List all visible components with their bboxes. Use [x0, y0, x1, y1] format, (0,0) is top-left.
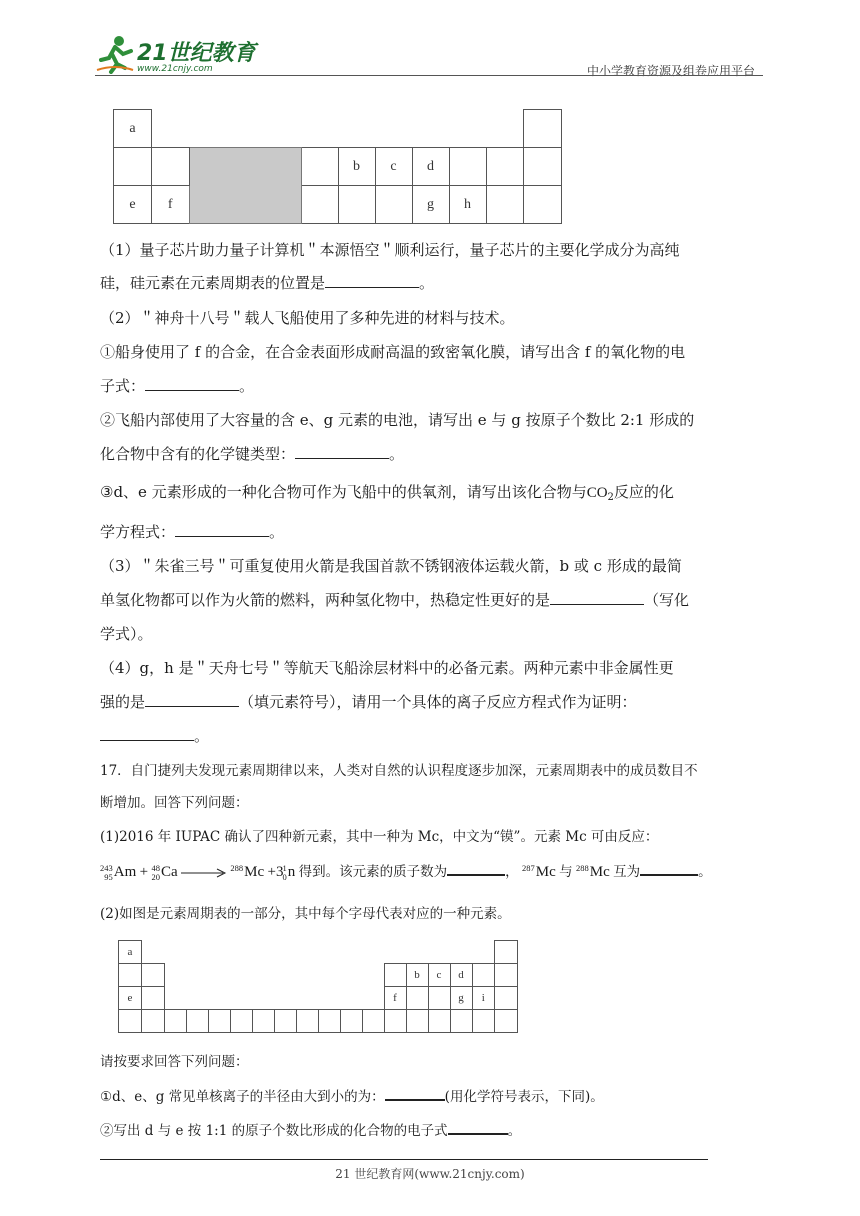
cell-g: g — [412, 186, 449, 224]
q16-part2-3-line1: ③d、e 元素形成的一种化合物可作为飞船中的供氧剂，请写出该化合物与$CO_2$反应的化 — [100, 483, 674, 503]
page-header — [95, 28, 763, 78]
cell-c: c — [428, 964, 450, 987]
runner-logo-icon — [95, 34, 135, 74]
page-footer: 21 世纪教育网(www.21cnjy.com) — [335, 1167, 525, 1181]
answer-blank[interactable] — [100, 726, 194, 741]
q16-part2-1-line2: 子式： 。 — [100, 377, 255, 395]
cell-f: f — [384, 987, 406, 1010]
header-slogan: 中小学教育资源及组卷应用平台 — [586, 64, 755, 78]
q16-part2: （2）＂神舟十八号＂载人飞船使用了多种先进的材料与技术。 — [100, 309, 515, 327]
answer-blank[interactable] — [550, 590, 644, 605]
cell-f: f — [152, 186, 190, 224]
q16-part1-line1: （1）量子芯片助力量子计算机＂本源悟空＂顺利运行，量子芯片的主要化学成分为高纯 — [100, 241, 680, 259]
answer-blank[interactable] — [640, 862, 698, 876]
q17-part2-1: ①d、e、g 常见单核离子的半径由大到小的为： (用化学符号表示，下同)。 — [100, 1089, 604, 1105]
answer-blank[interactable] — [448, 1121, 508, 1135]
q17-intro-line2: 断增加。回答下列问题： — [100, 795, 249, 811]
q16-part3-line2: 单氢化物都可以作为火箭的燃料，两种氢化物中，热稳定性更好的是 （写化 — [100, 591, 690, 609]
q16-part2-2-line1: ②飞船内部使用了大容量的含 e、g 元素的电池，请写出 e 与 g 按原子个数比 2:1 形成的 — [100, 411, 695, 429]
q16-part2-1-line1: ①船身使用了 f 的合金，在合金表面形成耐高温的致密氧化膜，请写出含 f 的氧化物的电 — [100, 343, 686, 361]
cell-e: e — [119, 987, 142, 1010]
answer-blank[interactable] — [325, 273, 419, 288]
q17-part2-2: ②写出 d 与 e 按 1:1 的原子个数比形成的化合物的电子式 。 — [100, 1123, 522, 1139]
reaction-arrow-icon — [181, 867, 227, 879]
answer-blank[interactable] — [447, 862, 505, 876]
answer-blank[interactable] — [145, 692, 239, 707]
q16-part3-line1: （3）＂朱雀三号＂可重复使用火箭是我国首款不锈钢液体运载火箭，b 或 c 形成的最简 — [100, 557, 682, 575]
site-logo — [95, 34, 265, 76]
footer-divider — [100, 1159, 708, 1160]
cell-d: d — [412, 148, 449, 186]
cell-g: g — [450, 987, 472, 1010]
cell-a: a — [119, 941, 142, 964]
logo-url: www.21cnjy.com — [137, 64, 213, 74]
q16-part4-line3: 。 — [100, 726, 765, 746]
q17-nuclear-equation: 243 95 Am + 48 20 Ca 288 Mc +3 1 0 n 得到。该元素的质子数为 ， 287 Mc 与 288 Mc 互为 。 — [100, 862, 712, 882]
cell-b: b — [338, 148, 375, 186]
answer-blank[interactable] — [145, 376, 239, 391]
cell-a: a — [114, 110, 152, 148]
q17-part2: (2)如图是元素周期表的一部分，其中每个字母代表对应的一种元素。 — [100, 906, 511, 922]
cell-b: b — [406, 964, 428, 987]
q17-intro-line1: 17．自门捷列夫发现元素周期律以来，人类对自然的认识程度逐步加深，元素周期表中的成员数目不 — [100, 763, 698, 779]
periodic-table-fragment-2 — [118, 940, 518, 1033]
q16-part2-3-line2: 学方程式： 。 — [100, 523, 285, 541]
q16-part1-line2: 硅，硅元素在元素周期表的位置是 。 — [100, 274, 435, 292]
answer-blank[interactable] — [175, 522, 269, 537]
periodic-table-fragment-1 — [113, 109, 562, 224]
answer-blank[interactable] — [295, 444, 389, 459]
q17-part1-line1: (1)2016 年 IUPAC 确认了四种新元素，其中一种为 Mc，中文为“镆”。元素 Mc 可由反应： — [100, 829, 659, 845]
cell-c: c — [375, 148, 412, 186]
cell-e: e — [114, 186, 152, 224]
shaded-transition-block — [189, 148, 301, 224]
cell-i: i — [472, 987, 495, 1010]
cell-d: d — [450, 964, 472, 987]
q16-part2-2-line2: 化合物中含有的化学键类型： 。 — [100, 445, 405, 463]
answer-blank[interactable] — [385, 1087, 445, 1101]
logo-text: 21世纪教育 — [137, 41, 256, 66]
q17-part2-requirement: 请按要求回答下列问题： — [100, 1054, 249, 1070]
cell-h: h — [449, 186, 486, 224]
q16-part4-line1: （4）g，h 是＂天舟七号＂等航天飞船涂层材料中的必备元素。两种元素中非金属性更 — [100, 659, 674, 677]
q16-part3-line3: 学式）。 — [100, 625, 153, 643]
q16-part4-line2: 强的是 （填元素符号），请用一个具体的离子反应方程式作为证明： — [100, 693, 637, 711]
header-divider — [95, 75, 763, 76]
